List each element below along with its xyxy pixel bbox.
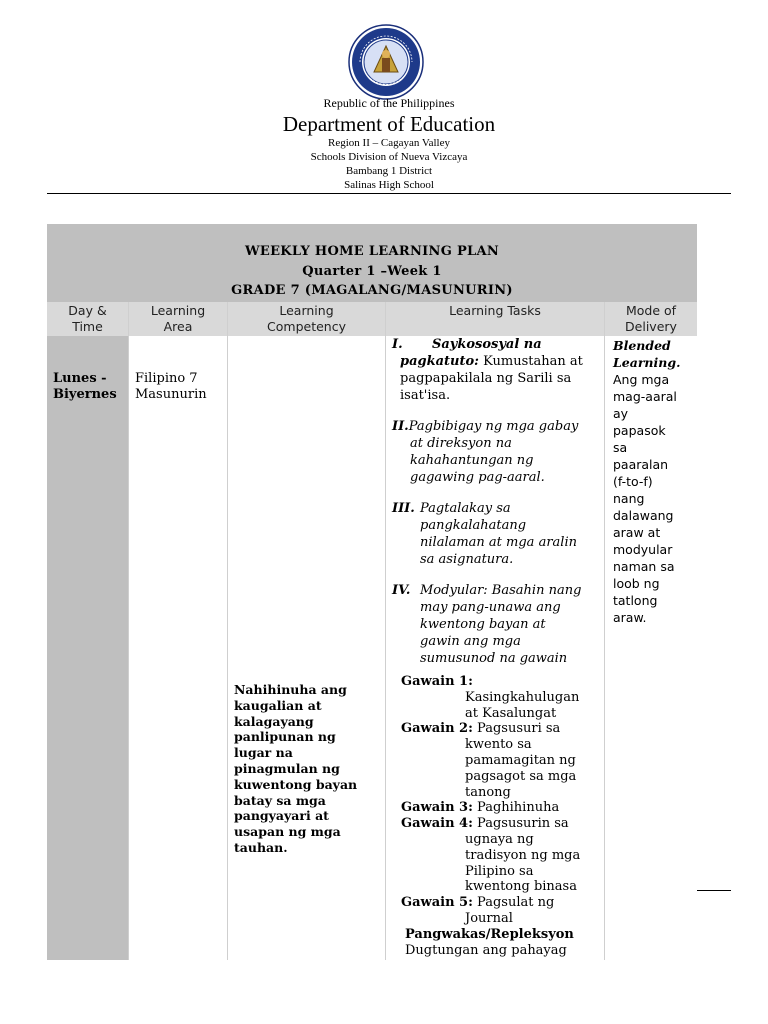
- col-divider: [385, 302, 386, 960]
- task-3: III. Pagtalakay sa pangkalahatang nilalaman at mga aralin sa asignatura.: [392, 501, 577, 567]
- plan-quarter: Quarter 1 –Week 1: [302, 264, 442, 279]
- gawain-4: Gawain 4: Pagsusurin sa ugnaya ng tradisyon ng mga Pilipino sa kwentong binasa: [401, 816, 581, 895]
- tasks-cell: [392, 336, 602, 667]
- task-2: II.Pagbibigay ng mga gabay at direksyon na kahahantungan ng gagawing pag-aaral.: [392, 419, 579, 485]
- plan-grade: GRADE 7 (MAGALANG/MASUNURIN): [231, 283, 513, 298]
- learning-plan-table: [47, 224, 697, 960]
- col-divider: [128, 302, 129, 960]
- region-line: Region II – Cagayan Valley: [328, 137, 450, 149]
- closing-task: Pangwakas/Repleksyon Dugtungan ang pahayag: [405, 926, 574, 958]
- department-title: Department of Education: [282, 112, 496, 136]
- district-line: Bambang 1 District: [345, 165, 433, 177]
- plan-title: WEEKLY HOME LEARNING PLAN: [244, 244, 500, 259]
- mode-cell: Blended Learning. Ang mga mag-aaral ay papasok sa paaralan (f-to-f) nang dalawang araw at modyular naman sa loob ng tatlong araw.: [613, 338, 681, 625]
- task-1: I. Saykososyal na pagkatuto: Kumustahan at pagpapakilala ng Sarili sa isat'isa.: [392, 337, 583, 403]
- col-header-tasks: Learning Tasks: [386, 302, 604, 336]
- area-cell: Filipino 7 Masunurin: [135, 371, 207, 402]
- col-header-day: Day & Time: [47, 302, 128, 336]
- col-divider: [227, 302, 228, 960]
- footer-rule-fragment: [697, 890, 731, 891]
- competency-cell: Nahihinuha ang kaugalian at kalagayang panlipunan ng lugar na pinagmulan ng kuwentong bayan batay sa mga pangyayari at usapan ng mga tauhan.: [234, 682, 358, 855]
- gawain-1: Gawain 1: Kasingkahulugan at Kasalungat: [401, 674, 580, 721]
- col-divider: [604, 302, 605, 960]
- task-4: IV. Modyular: Basahin nang may pang-unawa ang kwentong bayan at gawin ang mga sumusunod na gawain: [392, 583, 582, 666]
- deped-seal: [348, 24, 424, 100]
- day-column-shade: [47, 336, 128, 960]
- gawain-3: Gawain 3: Paghihinuha: [401, 800, 560, 816]
- day-cell: Lunes - Biyernes: [53, 371, 117, 402]
- col-header-competency: Learning Competency: [228, 302, 385, 336]
- header-divider: [47, 193, 731, 194]
- col-header-mode: Mode of Delivery: [605, 302, 697, 336]
- gawain-2: Gawain 2: Pagsusuri sa kwento sa pamamagitan ng pagsagot sa mga tanong: [401, 721, 577, 800]
- col-header-area: Learning Area: [129, 302, 227, 336]
- gawain-list: [401, 674, 601, 958]
- gawain-5: Gawain 5: Pagsulat ng Journal: [401, 895, 555, 926]
- republic-line: Republic of the Philippines: [323, 96, 455, 110]
- school-line: Salinas High School: [344, 179, 434, 191]
- division-line: Schools Division of Nueva Vizcaya: [310, 151, 468, 163]
